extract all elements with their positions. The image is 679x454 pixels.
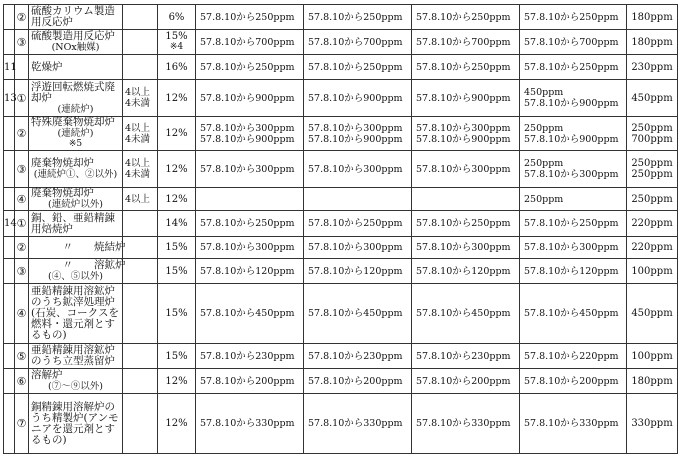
value-cell: 57.8.10から250ppm (520, 211, 627, 237)
scale-cell (123, 5, 158, 30)
scale-cell: 4以上 (123, 188, 158, 211)
oxygen-ratio: 15% (158, 237, 196, 259)
oxygen-ratio: 6% (158, 5, 196, 30)
standard-value: 220ppm (627, 211, 678, 237)
value-line: 57.8.10から300ppm (524, 169, 619, 180)
facility-name-main: 廃棄物焼却炉 (31, 187, 94, 199)
value-cell: 57.8.10から230ppm (412, 344, 520, 369)
scale-cell (123, 344, 158, 369)
value-cell: 57.8.10から300ppm (196, 237, 304, 259)
oxygen-ratio-value: 15% (165, 31, 188, 42)
value-cell: 57.8.10から250ppm (196, 211, 304, 237)
scale-cell (123, 151, 158, 188)
value-cell: 57.8.10から250ppm (304, 211, 412, 237)
standard-line: 250ppm (631, 122, 673, 134)
standard-value: 180ppm (627, 30, 678, 55)
table-row (4, 30, 678, 55)
value-cell: 57.8.10から250ppm (412, 55, 520, 80)
facility-number (4, 284, 15, 344)
value-line: 450ppm (524, 87, 564, 98)
facility-name: 亜鉛精錬用溶鉱炉のうち鉱滓処理炉(石炭、コークスを燃料・還元剤とするもの) (29, 284, 123, 344)
value-cell (520, 151, 627, 188)
scale-line: 4未満 (125, 133, 151, 145)
oxygen-ratio: 12% (158, 117, 196, 151)
value-cell: 57.8.10から120ppm (196, 259, 304, 284)
value-cell: 57.8.10から450ppm (412, 284, 520, 344)
facility-name-main: 浮遊回転燃焼式廃却炉 (31, 80, 115, 104)
facility-name-main: 廃棄物焼却炉 (31, 157, 94, 169)
sub-item-mark: ② (15, 5, 29, 30)
value-line: 57.8.10から300ppm (308, 122, 403, 134)
facility-name (29, 259, 126, 284)
facility-name (29, 80, 123, 117)
oxygen-ratio: 15% (158, 344, 196, 369)
facility-name-main: 特殊廃棄物焼却炉 (31, 116, 115, 128)
facility-number: 14 (4, 211, 15, 237)
table-row (4, 237, 678, 259)
sub-item-mark: ① (15, 211, 29, 237)
value-cell: 57.8.10から900ppm (412, 80, 520, 117)
value-cell: 57.8.10から330ppm (196, 394, 304, 454)
facility-name (29, 188, 123, 211)
sub-item-mark: ② (15, 117, 29, 151)
scale-cell (123, 30, 158, 55)
value-cell: 57.8.10から300ppm (304, 237, 412, 259)
value-cell: 57.8.10から700ppm (520, 30, 627, 55)
facility-name-main: 〃 溶鉱炉 (31, 259, 126, 271)
value-cell: 57.8.10から120ppm (304, 259, 412, 284)
oxygen-ratio: 15% (158, 259, 196, 284)
value-cell (304, 117, 412, 151)
facility-name: 銅精錬用溶解炉のうち精製炉(アンモニアを還元剤とするもの) (29, 394, 123, 454)
oxygen-ratio: 12% (158, 394, 196, 454)
facility-name: 亜鉛精錬用溶鉱炉のうち立型蒸留炉 (29, 344, 123, 369)
facility-number: 13 (4, 80, 15, 117)
sub-item-mark: ④ (15, 188, 29, 211)
value-cell: 57.8.10から250ppm (412, 211, 520, 237)
value-cell (520, 80, 627, 117)
table-row (4, 369, 678, 394)
scale-cell (123, 55, 158, 80)
oxygen-ratio: 12% (158, 369, 196, 394)
facility-name: 乾燥炉 (29, 55, 123, 80)
scale-line: 4以上 (125, 87, 151, 98)
facility-number (4, 369, 15, 394)
value-cell (412, 117, 520, 151)
oxygen-ratio: 12% (158, 80, 196, 117)
facility-number (4, 117, 15, 151)
value-cell: 57.8.10から450ppm (304, 284, 412, 344)
sub-item-mark: ③ (15, 259, 29, 284)
facility-name-main: 硫酸製造用反応炉 (31, 30, 115, 42)
value-cell: 57.8.10から230ppm (196, 344, 304, 369)
scale-cell (123, 80, 158, 117)
value-cell: 57.8.10から300ppm (412, 237, 520, 259)
value-cell: 57.8.10から300ppm (304, 151, 412, 188)
standard-value: 100ppm (627, 259, 678, 284)
table-row (4, 211, 678, 237)
value-cell: 57.8.10から230ppm (304, 344, 412, 369)
value-cell: 57.8.10から200ppm (520, 369, 627, 394)
sub-item-mark: ③ (15, 30, 29, 55)
table-row (4, 55, 678, 80)
value-cell: 57.8.10から330ppm (304, 394, 412, 454)
scale-cell (123, 259, 158, 284)
table-row (4, 117, 678, 151)
value-cell: 57.8.10から900ppm (304, 80, 412, 117)
value-cell: 57.8.10から300ppm (520, 237, 627, 259)
standard-value: 450ppm (627, 284, 678, 344)
standard-value: 100ppm (627, 344, 678, 369)
value-cell: 57.8.10から330ppm (520, 394, 627, 454)
value-cell: 57.8.10から200ppm (304, 369, 412, 394)
facility-number (4, 394, 15, 454)
value-cell: 57.8.10から120ppm (412, 259, 520, 284)
value-cell (196, 117, 304, 151)
value-cell: 57.8.10から250ppm (520, 55, 627, 80)
facility-number (4, 344, 15, 369)
value-line: 57.8.10から900ppm (200, 133, 295, 145)
standard-value: 180ppm (627, 5, 678, 30)
scale-cell (123, 369, 158, 394)
value-cell (196, 188, 304, 211)
oxygen-ratio (158, 30, 196, 55)
value-cell: 250ppm (520, 188, 627, 211)
oxygen-ratio: 15% (158, 284, 196, 344)
table-row (4, 5, 678, 30)
value-cell: 57.8.10から300ppm (412, 151, 520, 188)
facility-name-sub: (連続炉) (57, 103, 94, 115)
sub-item-mark: ⑤ (15, 344, 29, 369)
value-cell (304, 188, 412, 211)
value-cell: 57.8.10から220ppm (520, 344, 627, 369)
value-line: 250ppm (524, 158, 564, 169)
facility-number (4, 30, 15, 55)
value-cell: 57.8.10から330ppm (412, 394, 520, 454)
value-cell: 57.8.10から450ppm (520, 284, 627, 344)
standard-value: 250ppm (627, 188, 678, 211)
facility-number (4, 259, 15, 284)
scale-line: 4未満 (125, 98, 151, 109)
facility-name (29, 151, 123, 188)
value-cell (520, 117, 627, 151)
oxygen-note: ※4 (169, 42, 184, 52)
table-row (4, 344, 678, 369)
standard-line: 250ppm (631, 158, 673, 169)
value-cell: 57.8.10から250ppm (304, 5, 412, 30)
standard-value: 180ppm (627, 369, 678, 394)
table-row (4, 80, 678, 117)
value-cell: 57.8.10から200ppm (412, 369, 520, 394)
value-cell: 57.8.10から120ppm (520, 259, 627, 284)
value-cell: 57.8.10から250ppm (520, 5, 627, 30)
standard-value (627, 117, 678, 151)
sub-item-mark: ① (15, 80, 29, 117)
sub-item-mark: ④ (15, 284, 29, 344)
scale-cell (123, 211, 158, 237)
facility-number (4, 237, 15, 259)
sub-item-mark: ③ (15, 151, 29, 188)
scale-cell (123, 117, 158, 151)
value-cell (412, 188, 520, 211)
value-cell: 57.8.10から700ppm (304, 30, 412, 55)
standard-value: 220ppm (627, 237, 678, 259)
value-cell: 57.8.10から250ppm (412, 5, 520, 30)
scale-line: 4未満 (125, 169, 151, 180)
facility-number (4, 151, 15, 188)
scale-line: 4以上 (125, 158, 151, 169)
oxygen-ratio: 12% (158, 151, 196, 188)
facility-number (4, 5, 15, 30)
value-cell: 57.8.10から300ppm (196, 151, 304, 188)
value-line: 250ppm (524, 122, 564, 134)
table-row (4, 394, 678, 454)
value-line: 57.8.10から900ppm (524, 133, 619, 145)
value-cell: 57.8.10から900ppm (196, 80, 304, 117)
facility-name: 硫酸カリウム製造用反応炉 (29, 5, 123, 30)
standard-value: 230ppm (627, 55, 678, 80)
value-cell: 57.8.10から700ppm (196, 30, 304, 55)
facility-name (29, 369, 123, 394)
facility-name-sub: (連続炉①、②以外) (33, 169, 118, 180)
value-cell: 57.8.10から450ppm (196, 284, 304, 344)
facility-number: 11 (4, 55, 15, 80)
sub-item-mark: ② (15, 237, 29, 259)
value-line: 57.8.10から900ppm (524, 98, 619, 109)
nox-standards-table (3, 4, 678, 454)
standard-value (627, 151, 678, 188)
scale-cell (123, 284, 158, 344)
value-cell: 57.8.10から250ppm (196, 5, 304, 30)
oxygen-ratio: 16% (158, 55, 196, 80)
value-line: 57.8.10から300ppm (416, 122, 511, 134)
facility-name-sub: (連続炉) (57, 128, 94, 139)
facility-name (29, 30, 123, 55)
oxygen-ratio: 14% (158, 211, 196, 237)
facility-name (29, 117, 123, 151)
oxygen-ratio: 12% (158, 188, 196, 211)
value-cell: 57.8.10から700ppm (412, 30, 520, 55)
value-cell: 57.8.10から200ppm (196, 369, 304, 394)
scale-cell (123, 237, 158, 259)
facility-name-sub: (NOx触媒) (51, 42, 100, 53)
standard-line: 250ppm (631, 169, 673, 180)
value-line: 57.8.10から900ppm (416, 133, 511, 145)
sub-item-mark: ⑥ (15, 369, 29, 394)
standard-value: 450ppm (627, 80, 678, 117)
facility-name-sub: (連続炉以外) (48, 199, 103, 210)
table-row (4, 259, 678, 284)
facility-name: 銅、鉛、亜鉛精錬用焙焼炉 (29, 211, 123, 237)
sub-item-mark: ⑦ (15, 394, 29, 454)
facility-note: ※5 (68, 139, 83, 149)
value-line: 57.8.10から300ppm (200, 122, 295, 134)
facility-number (4, 188, 15, 211)
standard-line: 700ppm (631, 133, 673, 145)
scale-cell (123, 394, 158, 454)
table-row (4, 284, 678, 344)
facility-name: 〃 焼結炉 (29, 237, 123, 259)
standard-value: 330ppm (627, 394, 678, 454)
facility-name-sub: (⑦〜⑨以外) (48, 381, 103, 392)
scale-line: 4以上 (125, 122, 151, 134)
value-cell: 57.8.10から250ppm (196, 55, 304, 80)
table-row (4, 151, 678, 188)
table-row (4, 188, 678, 211)
facility-name-main: 溶解炉 (31, 369, 63, 381)
value-cell: 57.8.10から250ppm (304, 55, 412, 80)
value-line: 57.8.10から900ppm (308, 133, 403, 145)
facility-name-sub: (④、⑤以外) (48, 271, 103, 282)
